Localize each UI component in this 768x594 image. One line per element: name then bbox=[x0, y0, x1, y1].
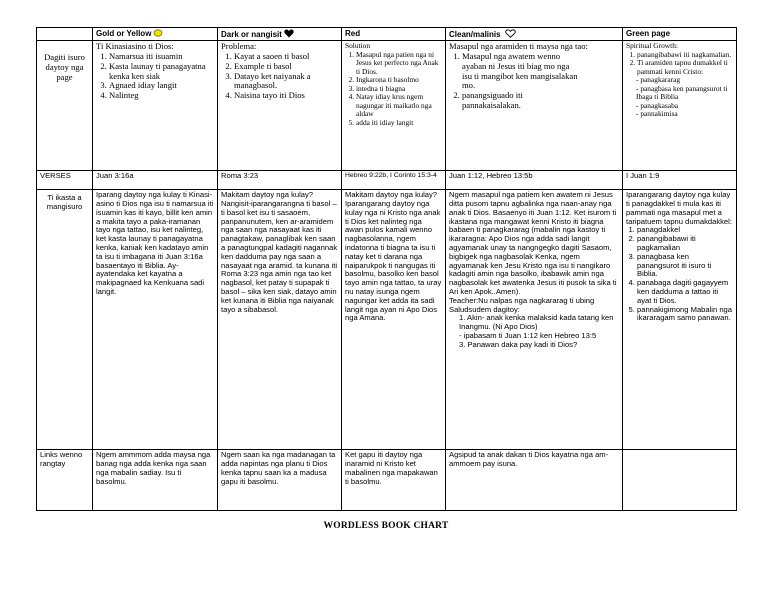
chart-caption: WORDLESS BOOK CHART bbox=[323, 521, 449, 531]
header-red-label: Red bbox=[345, 29, 361, 38]
cell-verses-dark bbox=[218, 171, 342, 190]
cell-links-gold bbox=[93, 450, 218, 511]
ikasta-clean-q1: 1. Akin- anak kenka malaksid kada tatang ken Inangmu. (Ni Apo Dios) bbox=[459, 313, 614, 332]
header-blank bbox=[37, 28, 93, 41]
ikasta-gold-text: Iparang daytoy nga kulay ti Kinasi-asino ti Dios nga isu ti namarsua iti isuamin kas iti kayo, billit ken amin a makita tayo a paka-iramanan tayo nga tattao, isu ket nalinteg, ket kasta launay ti panagayatna kenka, kaniak ken kadatayo amin ta isu ti imbagana iti Juan 3:16a basaentayo iti Biblia. Ay-ayatendaka ket kayatna a makipagnaed ka Kenkuana sadi langit. bbox=[96, 190, 214, 297]
list-item: 5. pannakigimong Mabalin nga ikararagam samo panawan. bbox=[637, 306, 733, 324]
cell-links-red bbox=[342, 450, 446, 511]
list-item: 2. Example ti basol bbox=[234, 62, 338, 72]
list-item: 3. intedna ti biagna bbox=[356, 85, 442, 94]
row-label-ikasta-text: Ti ikasta a mangisuro bbox=[46, 193, 83, 212]
cell-dagiti-dark bbox=[218, 41, 342, 171]
ikasta-clean-q3: 3. Panawan daka pay kadi iti Dios? bbox=[459, 339, 578, 349]
ikasta-green-intro: Iparangarang daytoy nga kulay ti panagdakkel ti mula kas iti pammati nga masapul met a taripatuem tapnu dumakdakkel: bbox=[626, 190, 732, 226]
list-item: 2. panangsiguado iti pannakaisalakan. bbox=[462, 91, 619, 111]
header-dark bbox=[218, 28, 342, 41]
list-item: 3. Datayo ket naiyanak a managbasol. bbox=[234, 72, 338, 92]
cell-links-green bbox=[623, 450, 737, 511]
list-item: - panagkararag bbox=[636, 76, 733, 85]
links-dark-text: Ngem saan ka nga madanagan ta adda napintas nga planu ti Dios kenka tapnu saan ka a madusa gapu iti basolmu. bbox=[221, 450, 336, 486]
header-dark-label: Dark or nangisit bbox=[221, 30, 282, 39]
cell-links-clean bbox=[446, 450, 623, 511]
list-item: 2. panangibabawi iti pagkamalian bbox=[637, 235, 733, 253]
verse-red: Hebreo 9:22b, I Corinto 15:3-4 bbox=[345, 172, 437, 180]
header-row bbox=[37, 28, 737, 41]
cell-verses-red bbox=[342, 171, 446, 190]
gold-title: Ti Kinasiasino ti Dios: bbox=[96, 41, 174, 52]
wordless-book-chart-table bbox=[36, 27, 737, 511]
cell-dagiti-green bbox=[623, 41, 737, 171]
row-ikasta bbox=[37, 190, 737, 450]
verse-gold: Juan 3:16a bbox=[96, 171, 134, 181]
row-label-dagiti-text: Dagiti isuro daytoy nga page bbox=[44, 52, 85, 82]
cell-ikasta-green bbox=[623, 190, 737, 450]
cell-links-dark bbox=[218, 450, 342, 511]
cell-verses-clean bbox=[446, 171, 623, 190]
ikasta-clean-q2: - ipabasam ti Juan 1:12 ken Hebreo 13:5 bbox=[459, 331, 597, 341]
row-label-dagiti bbox=[37, 41, 93, 171]
list-item: 2. Kasta launay ti panagayatna kenka ken siak bbox=[109, 62, 214, 82]
header-gold bbox=[93, 28, 218, 41]
green-title: Spiritual Growth: bbox=[626, 41, 678, 51]
red-title: Solution bbox=[345, 41, 371, 51]
row-label-verses bbox=[37, 171, 93, 190]
header-clean-label: Clean/malinis bbox=[449, 30, 501, 39]
gold-list bbox=[96, 52, 214, 101]
cell-ikasta-dark bbox=[218, 190, 342, 450]
list-item: 2. Ti aramiden tapnu dumakkel ti pammati kenni Cristo: bbox=[637, 59, 733, 76]
verse-green: I Juan 1:9 bbox=[626, 171, 660, 181]
row-label-verses-text: VERSES bbox=[40, 171, 71, 181]
dark-title: Problema: bbox=[221, 41, 257, 52]
list-item: 4. Nalinteg bbox=[109, 91, 214, 101]
row-label-links-text: Links wenno rangtay bbox=[40, 450, 83, 469]
heart-outline-icon bbox=[505, 29, 516, 38]
header-red bbox=[342, 28, 446, 41]
list-item: 4. panabaga dagiti gagayyem ken dadduma a tattao iti ayat ti Dios. bbox=[637, 279, 733, 305]
row-verses bbox=[37, 171, 737, 190]
list-item: - panagkasaba bbox=[636, 102, 733, 111]
list-item: 3. panagbasa ken panangsurot iti isuro ti Biblia. bbox=[637, 253, 733, 279]
row-label-ikasta bbox=[37, 190, 93, 450]
cell-verses-gold bbox=[93, 171, 218, 190]
cell-dagiti-red bbox=[342, 41, 446, 171]
header-gold-label: Gold or Yellow bbox=[96, 29, 152, 38]
list-item: 1. Kayat a saoen ti basol bbox=[234, 52, 338, 62]
sun-icon bbox=[153, 29, 163, 37]
list-item: 4. Naisina tayo iti Dios bbox=[234, 91, 338, 101]
header-clean bbox=[446, 28, 623, 41]
row-dagiti-isuro bbox=[37, 41, 737, 171]
cell-ikasta-clean bbox=[446, 190, 623, 450]
list-item: 1. Namarsua iti isuamin bbox=[109, 52, 214, 62]
heart-filled-icon bbox=[284, 29, 294, 38]
list-item: 3. Agnaed idiay langit bbox=[109, 81, 214, 91]
row-links bbox=[37, 450, 737, 511]
list-item: 2. Ingkarona ti basolmo bbox=[356, 76, 442, 85]
list-item: - pannakimisa bbox=[636, 110, 733, 119]
list-item: 1. Masapul nga awatem wenno ayaban ni Jesus iti biag mo nga isu ti mangibot ken mangisalakan mo. bbox=[462, 52, 619, 91]
ikasta-clean-teacher: Teacher:Nu nalpas nga nagkararag ti ubing Saludsudem dagitoy: bbox=[449, 295, 595, 314]
list-item: 4. Natay idiay krus ngem nagungar iti maikatlo nga aldaw bbox=[356, 93, 442, 119]
verse-dark: Roma 3:23 bbox=[221, 171, 259, 181]
ikasta-clean-text: Ngem masapul nga patiem ken awatem ni Jesus ditta pusom tapnu agbalinka nga naan-anay nga anak ti Dios. Basaenyo iti Juan 1:12. Ket isurom ti ikastana nga mangawat kenni Kristo iti biagna babaen ti panagkararag (mabalin nga kastoy ti ikararagna: Apo Dios nga adda sadi langit agyamanak unay ta nangngegko dagiti Sasaom, bigbigek nga nagbasolak Kenka, ngem agyamanak ken Jesu Kristo nga isu ti nangikaro kadagiti amin nga basolko, ibabawik amin nga nagbasolak ket awatenka Jesus iti pusok ta sika ti Ari ken Apok..Amen). bbox=[449, 190, 617, 297]
header-green-label: Green page bbox=[626, 29, 671, 38]
list-item: 1. panangibabawi iti nagkamalian. bbox=[637, 51, 733, 60]
ikasta-dark-text: Makitam daytoy nga kulay? Nangisit-iparangarangna ti basol – ti basol ket isu ti sasaoem, panpanunutem, ken ar-aramidem nga saan nga nasayaat kas iti panagtakaw, panaglibak ken saan a panagtungpal kadagiti nagannak ken dadduma pay nga saan a nasayaat nga aramid. ta kunana iti Roma 3:23 nga amin nga tao ket nagbasol, ket patay ti supapak ti basol – sika ken siak, datayo amin ket kunana iti Biblia nga naiyanak tayo a sibabasol. bbox=[221, 190, 338, 314]
cell-dagiti-clean bbox=[446, 41, 623, 171]
list-item: 1. panagdakkel bbox=[637, 226, 733, 235]
green-list bbox=[626, 51, 733, 77]
list-item: - panagbasa ken panangsurot ti Ibaga ti Biblia bbox=[636, 85, 733, 102]
ikasta-green-list bbox=[626, 226, 733, 323]
links-red-text: Ket gapu iti daytoy nga inaramid ni Kristo ket mabalinen nga mapakawan ti basolmu. bbox=[345, 450, 438, 486]
list-item: 5. adda iti idiay langit bbox=[356, 119, 442, 128]
green-sublist bbox=[626, 76, 733, 119]
red-list bbox=[345, 51, 442, 128]
clean-title: Masapul nga aramiden ti maysa nga tao: bbox=[449, 41, 588, 52]
row-label-links bbox=[37, 450, 93, 511]
list-item: 1. Masapul nga patien nga ni Jesus ket perfecto nga Anak ti Dios. bbox=[356, 51, 442, 77]
cell-ikasta-gold bbox=[93, 190, 218, 450]
cell-ikasta-red bbox=[342, 190, 446, 450]
clean-list bbox=[449, 52, 619, 111]
ikasta-red-text: Makitam daytoy nga kulay? Iparangarang daytoy nga kulay nga ni Kristo nga anak ti Dios ket nalinteg nga awan pulos kamali wenno nagbasolanna, ngem indatonna ti biagna ta isu ti natay ket ti darana nga naiparukpok ti nangugas iti basolmu, basolko ken basol tayo amin nga tattao, ta uray nu natay isunga ngem nagungar ket adda ita sadi langit nga ayan ni Apo Dios nga Amana. bbox=[345, 190, 442, 323]
header-green bbox=[623, 28, 737, 41]
dark-list bbox=[221, 52, 338, 101]
verse-clean: Juan 1:12, Hebreo 13:5b bbox=[449, 171, 533, 181]
links-clean-text: Agsipud ta anak dakan ti Dios kayatna nga am-ammoem pay isuna. bbox=[449, 450, 609, 469]
links-gold-text: Ngem ammmom adda maysa nga banag nga adda kenka nga saan nga mabalin sadiay. Isu ti basolmu. bbox=[96, 450, 211, 486]
cell-dagiti-gold bbox=[93, 41, 218, 171]
cell-verses-green bbox=[623, 171, 737, 190]
